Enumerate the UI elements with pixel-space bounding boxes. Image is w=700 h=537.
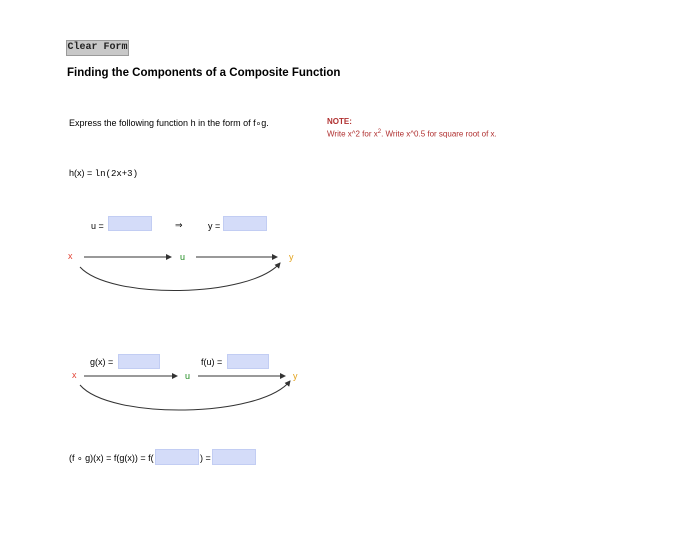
arrow-x-to-y-curve-1 — [80, 263, 280, 291]
note-text-suffix: . Write x^0.5 for square root of x. — [381, 129, 497, 139]
composition-result-input[interactable] — [212, 449, 256, 465]
y-label: y = — [208, 221, 221, 231]
composition-prefix: (f ∘ g)(x) = f(g(x)) = f( — [69, 453, 154, 463]
note-text-prefix: Write x^2 for x — [327, 129, 378, 139]
composition-middle: ) = — [200, 453, 211, 463]
u-label: u = — [91, 221, 104, 231]
function-expression: ln(2x+3) — [94, 169, 138, 179]
clear-form-button[interactable]: Clear Form — [66, 40, 129, 56]
g-label: g(x) = — [90, 357, 114, 367]
f-label: f(u) = — [201, 357, 223, 367]
node-y-1: y — [289, 252, 294, 262]
node-y-2: y — [293, 371, 298, 381]
y-input[interactable] — [223, 216, 267, 231]
node-u-2: u — [185, 371, 191, 381]
note-heading: NOTE: — [327, 117, 352, 126]
f-input[interactable] — [227, 354, 269, 369]
function-label: h(x) = — [69, 168, 95, 178]
g-input[interactable] — [118, 354, 160, 369]
note-superscript: 2 — [377, 129, 382, 135]
node-x-1: x — [68, 251, 73, 261]
instruction-text: Express the following function h in the form of f∘g. — [69, 118, 269, 128]
composition-inner-input[interactable] — [155, 449, 199, 465]
page-title: Finding the Components of a Composite Function — [67, 67, 341, 79]
u-input[interactable] — [108, 216, 152, 231]
node-u-1: u — [180, 252, 186, 262]
arrow-x-to-y-curve-2 — [80, 381, 290, 410]
node-x-2: x — [72, 370, 77, 380]
implies-arrow: ⇒ — [175, 220, 183, 230]
